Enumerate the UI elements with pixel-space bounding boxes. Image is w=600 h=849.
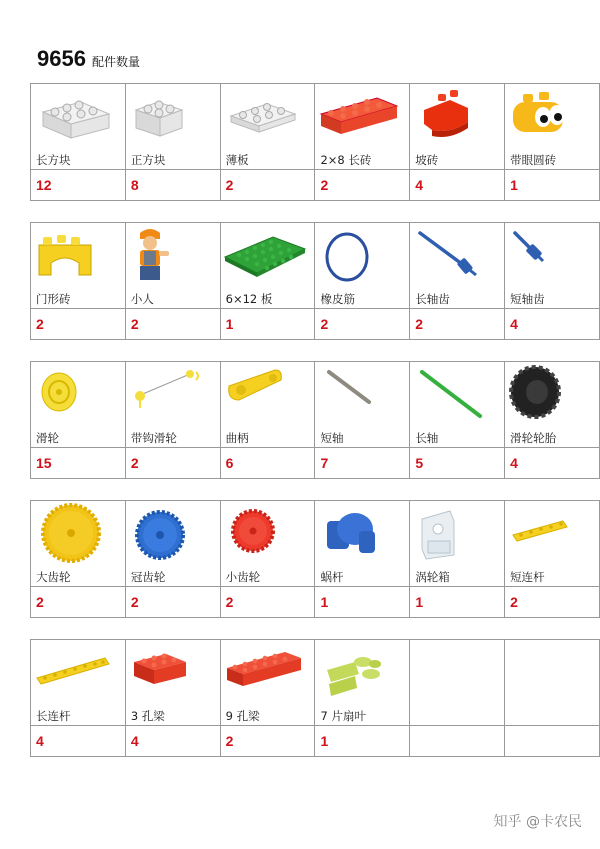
part-image-cell	[505, 362, 600, 427]
part-image-cell	[125, 501, 220, 566]
three-hole-beam-image	[126, 640, 215, 704]
part-name: 短轴齿	[505, 287, 600, 309]
part-name: 滑轮轮胎	[505, 426, 600, 448]
part-name: 坡砖	[410, 148, 505, 170]
part-quantity: 2	[125, 587, 220, 618]
part-image-cell	[505, 501, 600, 566]
part-quantity: 2	[315, 170, 410, 201]
part-name: 带钩滑轮	[125, 426, 220, 448]
part-image-cell	[220, 640, 315, 705]
worm-gear-image	[315, 501, 404, 565]
part-image-cell	[31, 84, 126, 149]
large-gear-image	[31, 501, 120, 565]
part-image-cell	[505, 223, 600, 288]
part-name: 小齿轮	[220, 565, 315, 587]
part-name: 2×8 长砖	[315, 148, 410, 170]
hook-pulley-image	[126, 362, 215, 426]
part-quantity: 2	[31, 587, 126, 618]
part-image-cell	[31, 501, 126, 566]
part-quantity: 4	[505, 448, 600, 479]
watermark: 知乎 @卡农民	[493, 814, 582, 830]
part-name: 9 孔梁	[220, 704, 315, 726]
part-quantity: 2	[315, 309, 410, 340]
part-image-cell	[315, 223, 410, 288]
part-quantity	[410, 726, 505, 757]
part-image-cell	[220, 501, 315, 566]
part-image-cell	[505, 640, 600, 705]
part-name: 短轴	[315, 426, 410, 448]
part-name: 小人	[125, 287, 220, 309]
part-name: 涡轮箱	[410, 565, 505, 587]
part-image-cell	[410, 501, 505, 566]
part-quantity: 12	[31, 170, 126, 201]
part-name: 正方块	[125, 148, 220, 170]
part-image-cell	[505, 84, 600, 149]
rubber-band-image	[315, 223, 404, 287]
part-quantity: 4	[410, 170, 505, 201]
part-name: 长轴齿	[410, 287, 505, 309]
part-name: 蜗杆	[315, 565, 410, 587]
parts-table-4	[30, 500, 600, 618]
short-gear-axle-image	[505, 223, 594, 287]
part-quantity: 1	[505, 170, 600, 201]
part-image-cell	[315, 362, 410, 427]
part-quantity: 2	[505, 587, 600, 618]
part-quantity: 15	[31, 448, 126, 479]
crank-image	[221, 362, 310, 426]
long-gear-axle-image	[410, 223, 499, 287]
green-base-plate-image	[221, 223, 310, 287]
part-quantity: 8	[125, 170, 220, 201]
part-name: 长轴	[410, 426, 505, 448]
yellow-eye-brick-image	[505, 84, 594, 148]
part-image-cell	[220, 362, 315, 427]
part-name: 长连杆	[31, 704, 126, 726]
set-number: 9656	[37, 46, 86, 71]
part-quantity: 6	[220, 448, 315, 479]
long-axle-image	[410, 362, 499, 426]
part-quantity: 1	[220, 309, 315, 340]
part-name: 冠齿轮	[125, 565, 220, 587]
part-name: 3 孔梁	[125, 704, 220, 726]
part-name: 橡皮筋	[315, 287, 410, 309]
white-thin-plate-image	[221, 84, 310, 148]
part-image-cell	[125, 84, 220, 149]
part-name: 滑轮	[31, 426, 126, 448]
part-name: 长方块	[31, 148, 126, 170]
crown-gear-image	[126, 501, 215, 565]
part-name: 曲柄	[220, 426, 315, 448]
red-long-brick-image	[315, 84, 404, 148]
part-name: 6×12 板	[220, 287, 315, 309]
parts-table-1	[30, 83, 600, 201]
minifigure-worker-image	[126, 223, 215, 287]
part-image-cell	[220, 223, 315, 288]
pulley-tire-image	[505, 362, 594, 426]
part-quantity: 5	[410, 448, 505, 479]
part-name: 薄板	[220, 148, 315, 170]
worm-gearbox-image	[410, 501, 499, 565]
part-image-cell	[315, 84, 410, 149]
part-image-cell	[410, 362, 505, 427]
part-image-cell	[125, 640, 220, 705]
part-quantity: 2	[410, 309, 505, 340]
part-quantity: 1	[315, 587, 410, 618]
page-subtitle: 配件数量	[91, 55, 140, 69]
part-image-cell	[31, 223, 126, 288]
part-quantity: 4	[31, 726, 126, 757]
pulley-wheel-image	[31, 362, 120, 426]
part-image-cell	[410, 223, 505, 288]
parts-table-3	[30, 361, 600, 479]
part-quantity: 1	[315, 726, 410, 757]
part-quantity: 2	[125, 309, 220, 340]
part-quantity: 2	[31, 309, 126, 340]
part-image-cell	[125, 362, 220, 427]
part-quantity: 2	[220, 726, 315, 757]
part-name: 7 片扇叶	[315, 704, 410, 726]
part-quantity: 1	[410, 587, 505, 618]
part-image-cell	[315, 501, 410, 566]
part-name	[410, 704, 505, 726]
parts-table-2	[30, 222, 600, 340]
yellow-arch-brick-image	[31, 223, 120, 287]
fan-blade-set-image	[315, 640, 404, 704]
part-name	[505, 704, 600, 726]
part-name: 大齿轮	[31, 565, 126, 587]
part-image-cell	[31, 362, 126, 427]
part-quantity: 4	[125, 726, 220, 757]
part-quantity: 2	[220, 170, 315, 201]
white-square-brick-image	[126, 84, 215, 148]
long-link-image	[31, 640, 120, 704]
part-name: 带眼圆砖	[505, 148, 600, 170]
part-image-cell	[31, 640, 126, 705]
part-image-cell	[315, 640, 410, 705]
short-link-image	[505, 501, 594, 565]
short-axle-image	[315, 362, 404, 426]
red-slope-brick-image	[410, 84, 499, 148]
nine-hole-beam-image	[221, 640, 310, 704]
small-gear-image	[221, 501, 310, 565]
part-image-cell	[410, 84, 505, 149]
part-image-cell	[125, 223, 220, 288]
part-quantity: 7	[315, 448, 410, 479]
part-image-cell	[220, 84, 315, 149]
part-image-cell	[410, 640, 505, 705]
part-name: 门形砖	[31, 287, 126, 309]
part-quantity: 2	[220, 587, 315, 618]
white-rectangle-brick-image	[31, 84, 120, 148]
part-quantity: 2	[125, 448, 220, 479]
part-name: 短连杆	[505, 565, 600, 587]
part-quantity	[505, 726, 600, 757]
part-quantity: 4	[505, 309, 600, 340]
page-title	[37, 46, 140, 72]
parts-table-5	[30, 639, 600, 757]
